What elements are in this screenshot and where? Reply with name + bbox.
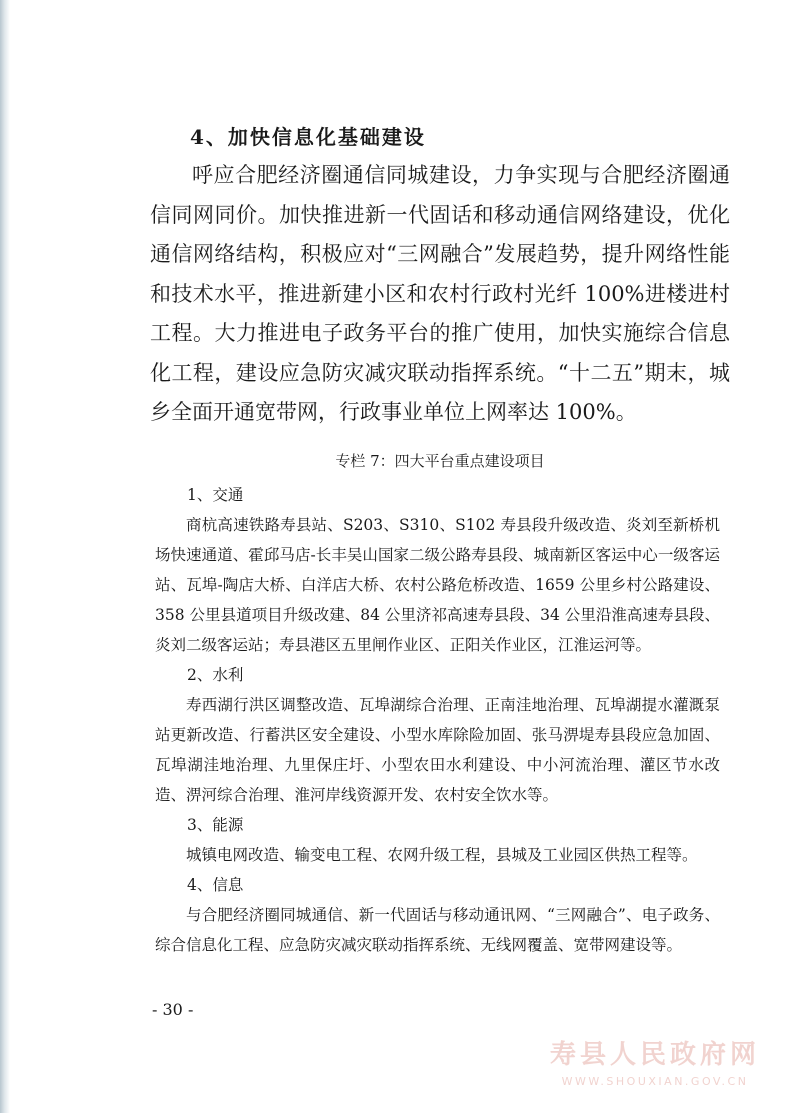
box-section-water (155, 660, 720, 810)
box-title: 专栏 7：四大平台重点建设项目 (335, 452, 545, 470)
box-section-text: 寿西湖行洪区调整改造、瓦埠湖综合治理、正南洼地治理、瓦埠湖提水灌溉泵站更新改造、行蓄洪区安全建设、小型水库除险加固、张马淠堤寿县段应急加固、瓦埠湖洼地治理、九里保庄圩、小型农田水利建设、中小河流治理、灌区节水改造、淠河综合治理、淮河岸线资源开发、农村安全饮水等。 (155, 696, 720, 804)
box-section-info (155, 870, 720, 960)
section-heading: 4、加快信息化基础建设 (190, 125, 426, 149)
box-section-title: 3、能源 (187, 816, 244, 834)
watermark-chinese: 寿县人民政府网 (549, 1040, 760, 1070)
box-section-title: 2、水利 (187, 666, 244, 684)
site-watermark (540, 1034, 770, 1088)
scan-edge (0, 0, 10, 1113)
box-section-text: 商杭高速铁路寿县站、S203、S310、S102 寿县段升级改造、炎刘至新桥机场快速通道、霍邱马店-长丰吴山国家二级公路寿县段、城南新区客运中心一级客运站、瓦埠-陶店大桥、白洋店大桥、农村公路危桥改造、1659 公里乡村公路建设、358 公里县道项目升级改建、84 公里济祁高速寿县段、34 公里沿淮高速寿县段、炎刘二级客运站；寿县港区五里闸作业区、正阳关作业区，江淮运河等。 (155, 516, 720, 654)
box-section-title: 1、交通 (187, 486, 244, 504)
box-section-title: 4、信息 (187, 876, 244, 894)
box-section-energy (155, 810, 720, 870)
body-paragraph: 呼应合肥经济圈通信同城建设，力争实现与合肥经济圈通信同网同价。加快推进新一代固话和移动通信网络建设，优化通信网络结构，积极应对“三网融合”发展趋势，提升网络性能和技术水平，推进新建小区和农村行政村光纤 100%进楼进村工程。大力推进电子政务平台的推广使用，加快实施综合信息化工程，建设应急防灾减灾联动指挥系统。“十二五”期末，城乡全面开通宽带网，行政事业单位上网率达 100%。 (150, 163, 730, 424)
page-number: - 30 - (152, 1000, 194, 1019)
watermark-url: WWW.SHOUXIAN.GOV.CN (561, 1075, 749, 1088)
body-paragraph-block (150, 156, 730, 433)
project-box (155, 480, 720, 960)
box-section-traffic (155, 480, 720, 660)
box-section-text: 城镇电网改造、输变电工程、农网升级工程，县城及工业园区供热工程等。 (186, 846, 698, 864)
box-section-text: 与合肥经济圈同城通信、新一代固话与移动通讯网、“三网融合”、电子政务、综合信息化工程、应急防灾减灾联动指挥系统、无线网覆盖、宽带网建设等。 (155, 906, 720, 954)
